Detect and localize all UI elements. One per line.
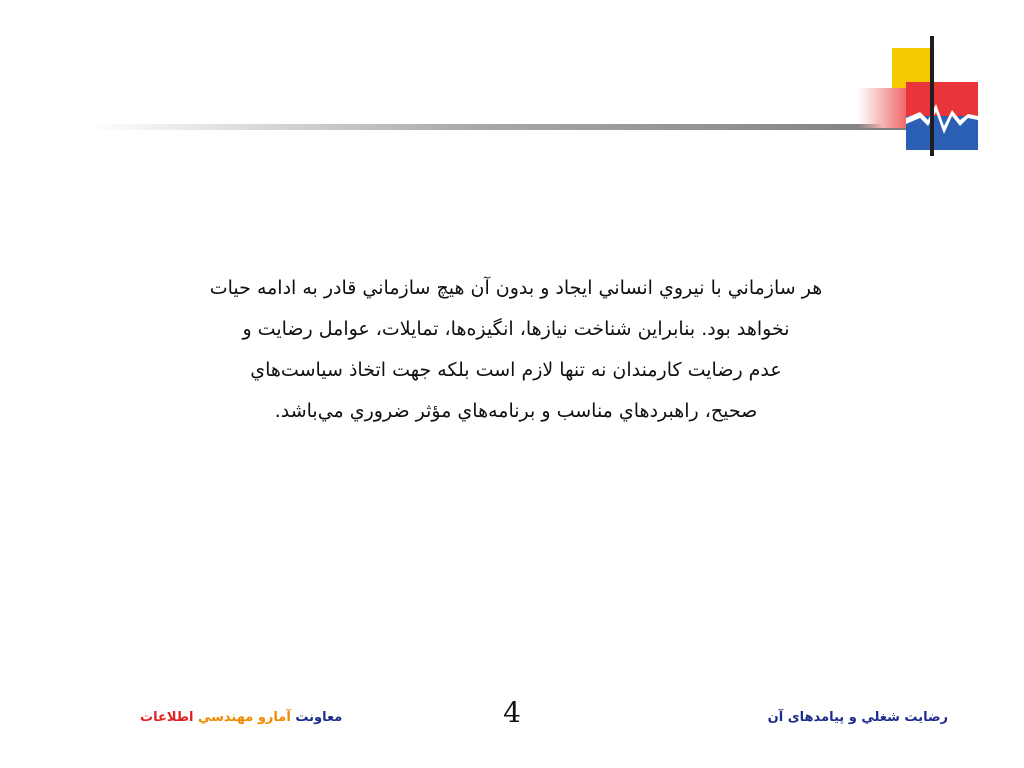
footer-department-word-2: آمارو مهندسي: [197, 710, 291, 725]
body-paragraph: [140, 268, 892, 432]
footer-department: [140, 710, 380, 725]
footer-department-word-3: اطلاعات: [140, 710, 194, 725]
paragraph-line: نخواهد بود. بنابراين شناخت نيازها، انگيزه‌ها، تمايلات، عوامل رضايت و: [242, 318, 790, 340]
footer-presentation-title: رضايت شغلي و پيامدهاى آن: [767, 710, 948, 725]
footer-department-word-1: معاونت: [295, 710, 343, 725]
header-divider: [90, 124, 930, 130]
page-number: 4: [503, 696, 521, 729]
paragraph-line: عدم رضايت كارمندان نه تنها لازم است بلكه جهت اتخاذ سياست‌هاي: [250, 359, 782, 381]
logo-badge: [906, 82, 978, 150]
paragraph-line: هر سازماني با نيروي انساني ايجاد و بدون آن هيچ سازماني قادر به ادامه حيات: [209, 277, 823, 299]
paragraph-line: صحيح، راهبردهاي مناسب و برنامه‌هاي مؤثر ضروري مي‌باشد.: [274, 400, 758, 422]
organization-logo-icon: [850, 36, 990, 158]
logo-vertical-line: [930, 36, 934, 156]
